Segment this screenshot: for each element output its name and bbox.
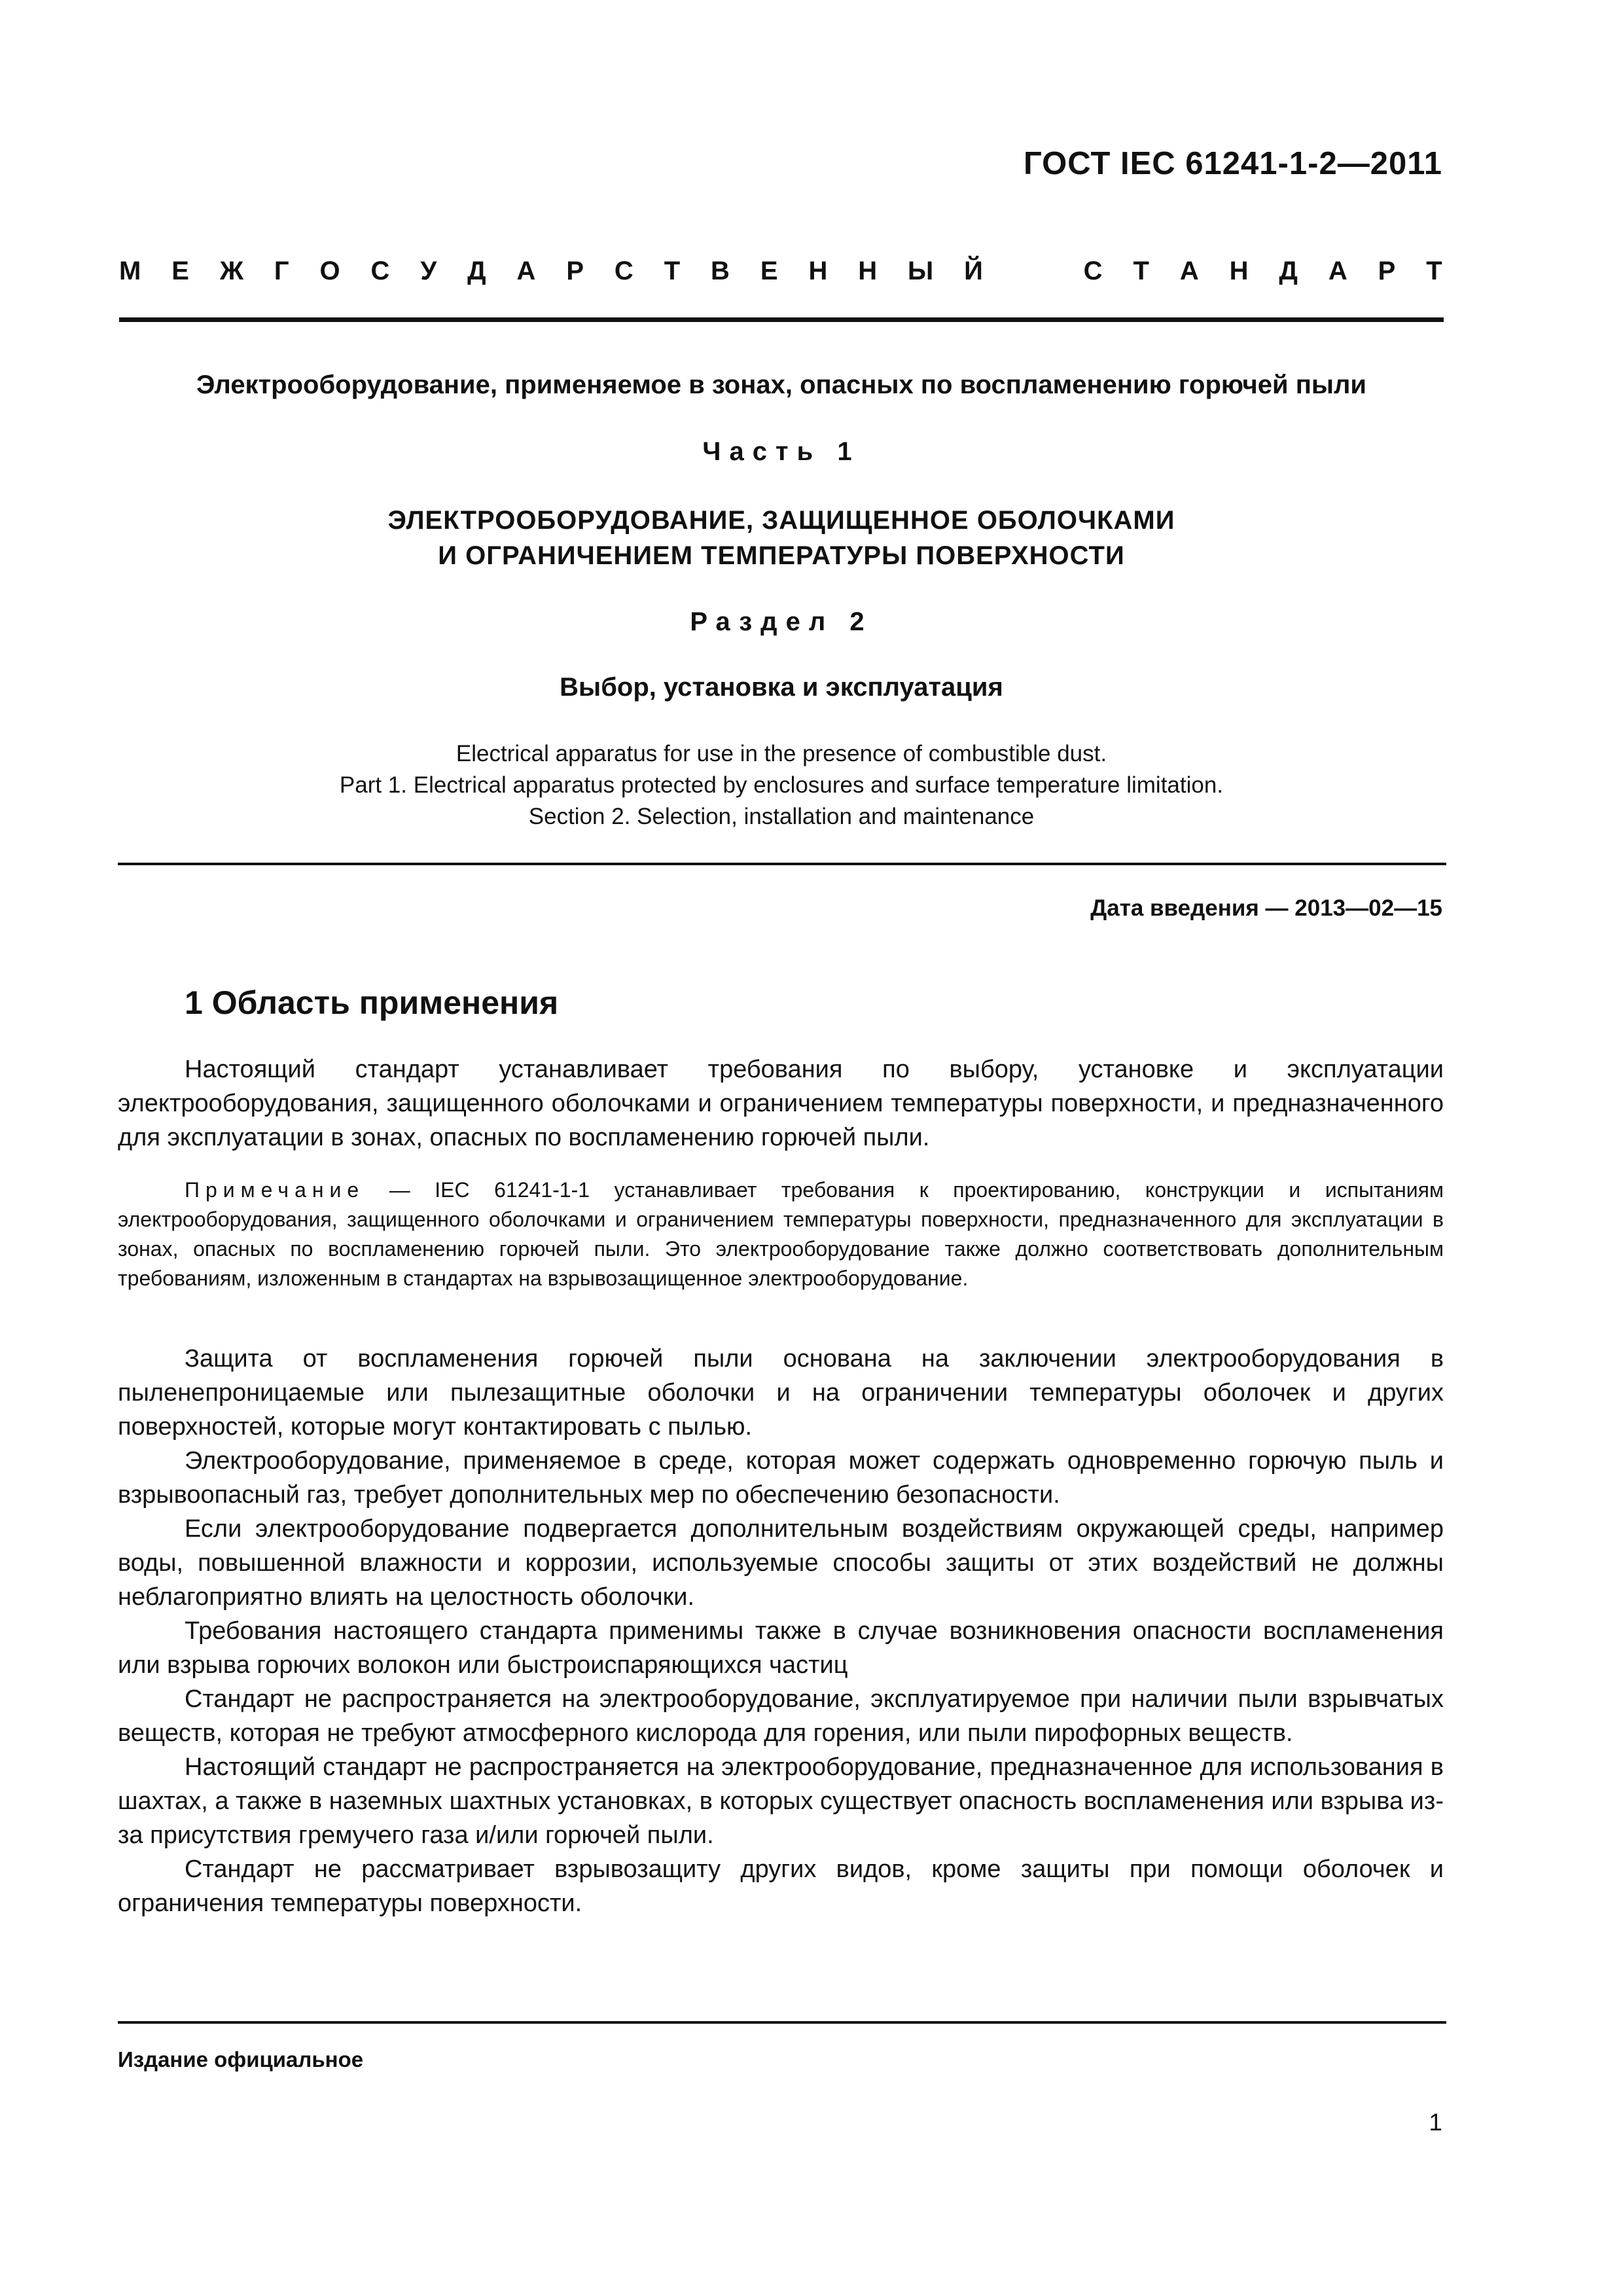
banner-letter: С [370, 257, 390, 285]
english-title [119, 738, 1444, 833]
banner-letter: Т [1133, 257, 1149, 285]
paragraph-2: Защита от воспламенения горючей пыли основана на заключении электрооборудования в пыленепроницаемые или пылезащитные оболочки и на ограничении температуры оболочек и других поверхностей, которые могут контактировать с пылью. [118, 1345, 1444, 1441]
banner-letter: Й [964, 257, 983, 285]
interstate-standard-banner [119, 257, 1442, 286]
banner-letter: А [516, 257, 536, 285]
word-gap [1014, 257, 1053, 286]
scope-paragraph [118, 1052, 1444, 1155]
english-title-line-3: Section 2. Selection, installation and maintenance [528, 804, 1035, 829]
paragraph-4: Если электрооборудование подвергается дополнительным воздействиям окружающей среды, например воды, повышенной влажности и коррозии, используемые способы защиты от этих воздействий не должны неблагоприятно влиять на целостность оболочки. [118, 1515, 1444, 1611]
note-text: — IEC 61241-1-1 устанавливает требования к проектированию, конструкции и испытаниям электрооборудования, защищенного оболочками и ограничением температуры поверхности, предназначенного для эксплуатации в зонах, опасных по воспламенению горючей пыли. Это электрооборудование также должно соответствовать дополнительным требованиям, изложенным в стандартах на взрывозащищенное электрооборудование. [118, 1178, 1444, 1290]
banner-letter: С [614, 257, 633, 285]
english-title-line-1: Electrical apparatus for use in the presence of combustible dust. [455, 741, 1107, 766]
header-rule [119, 317, 1444, 322]
part-title-line-2: И ОГРАНИЧЕНИЕМ ТЕМПЕРАТУРЫ ПОВЕРХНОСТИ [438, 541, 1125, 570]
banner-letter: У [420, 257, 437, 285]
banner-letter: Е [171, 257, 189, 285]
section-heading: 1 Область применения [185, 984, 559, 1021]
body-paragraphs [118, 1342, 1444, 1920]
section-title: Выбор, установка и эксплуатация [560, 673, 1003, 702]
banner-letter: Н [808, 257, 828, 285]
standard-title: Электрооборудование, применяемое в зонах, опасных по воспламенению горючей пыли [196, 370, 1367, 399]
banner-letter: Д [1279, 257, 1298, 285]
banner-letter: О [319, 257, 340, 285]
footer-rule [118, 2021, 1446, 2024]
banner-letter: Ы [908, 257, 934, 285]
note-block [118, 1175, 1444, 1293]
banner-letter: А [1328, 257, 1347, 285]
banner-letter: Н [858, 257, 878, 285]
introduction-date: Дата введения — 2013—02—15 [1090, 895, 1442, 921]
banner-letter: В [711, 257, 730, 285]
paragraph-8: Стандарт не рассматривает взрывозащиту других видов, кроме защиты при помощи оболочек и ограничения температуры поверхности. [118, 1856, 1444, 1917]
banner-letter: Т [664, 257, 681, 285]
title-rule [118, 863, 1446, 865]
page-number: 1 [1429, 2109, 1442, 2136]
banner-letter: Н [1229, 257, 1249, 285]
paragraph-7: Настоящий стандарт не распространяется на электрооборудование, предназначенное для использования в шахтах, а также в наземных шахтных установках, в которых существует опасность воспламенения или взрыва из-за присутствия гремучего газа и/или горючей пыли. [118, 1753, 1444, 1849]
banner-letter: Г [274, 257, 289, 285]
part-label: Часть 1 [702, 437, 861, 466]
banner-letter: Р [566, 257, 584, 285]
banner-letter: Т [1426, 257, 1442, 285]
note-paragraph [118, 1175, 1444, 1293]
paragraph-1: Настоящий стандарт устанавливает требования по выбору, установке и эксплуатации электрооборудования, защищенного оболочками и ограничением температуры поверхности, и предназначенного для эксплуатации в зонах, опасных по воспламенению горючей пыли. [118, 1056, 1444, 1151]
paragraph-3: Электрооборудование, применяемое в среде, которая может содержать одновременно горючую пыль и взрывоопасный газ, требует дополнительных мер по обеспечению безопасности. [118, 1447, 1444, 1509]
official-edition-label: Издание официальное [118, 2047, 364, 2072]
banner-letter: Д [467, 257, 486, 285]
document-code: ГОСТ IEC 61241-1-2—2011 [1024, 146, 1442, 181]
banner-letter: Ж [219, 257, 243, 285]
english-title-line-2: Part 1. Electrical apparatus protected by enclosures and surface temperature limitation. [339, 772, 1224, 798]
banner-letter: С [1083, 257, 1103, 285]
banner-letter: М [119, 257, 141, 285]
banner-letter: А [1179, 257, 1199, 285]
part-title [119, 503, 1444, 573]
note-label: Примечание [185, 1178, 365, 1202]
section-label: Раздел 2 [690, 607, 873, 636]
banner-letter: Е [760, 257, 778, 285]
part-title-line-1: ЭЛЕКТРООБОРУДОВАНИЕ, ЗАЩИЩЕННОЕ ОБОЛОЧКАМИ [387, 506, 1175, 535]
paragraph-6: Стандарт не распространяется на электрооборудование, эксплуатируемое при наличии пыли взрывчатых веществ, которая не требуют атмосферного кислорода для горения, или пыли пирофорных веществ. [118, 1685, 1444, 1747]
paragraph-5: Требования настоящего стандарта применимы также в случае возникновения опасности воспламенения или взрыва горючих волокон или быстроиспаряющихся частиц [118, 1617, 1444, 1679]
banner-letter: Р [1378, 257, 1396, 285]
